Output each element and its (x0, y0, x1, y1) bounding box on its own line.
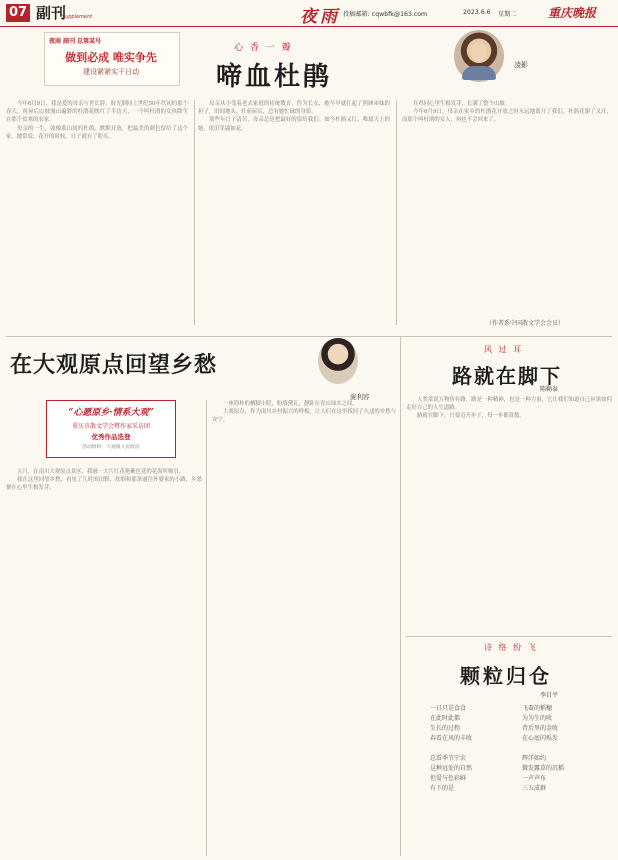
poem-line (522, 744, 602, 754)
essay1-body-left (6, 468, 202, 856)
essay2-title: 路就在脚下 (452, 364, 562, 388)
poem-kicker: 诗 络 纷 飞 (484, 643, 538, 652)
essay1-author-portrait (318, 338, 358, 384)
poem-line: 为为生的收 (522, 715, 553, 722)
poem-line: 这种远处的自然 (430, 765, 473, 772)
portrait-face (471, 42, 487, 62)
essay2-kicker: 风 过 耳 (484, 345, 524, 354)
column-divider (194, 100, 195, 325)
essay2-para-1: 人类常说万物皆有路，路是一种精神，也是一种力量，它让我们知道自己应该如何走好自己的人生道路。 (406, 397, 612, 412)
event-promo-sub1: 重庆市散文学会暨作家采访团 (71, 423, 150, 430)
essay1-right-para-1: 一座简朴的栖脚小院，粉墙黛瓦，静卧在青山绿水之间。 (223, 401, 358, 407)
promo-headline: 做到必成 唯实争先 (65, 51, 157, 64)
poem-column-left (430, 704, 510, 794)
poem-line: 但爱与色彩鲜 (430, 775, 467, 782)
column-divider (206, 400, 207, 856)
poem-line: 在此时此都 (430, 715, 461, 722)
masthead (0, 0, 618, 27)
poem-line (430, 744, 510, 754)
essay1-body-right (212, 400, 396, 856)
promo-subline: 建设紧紧实干日动 (83, 68, 139, 76)
promo-box (44, 32, 180, 86)
section-subtitle: Supplement (62, 14, 93, 20)
essay1-title: 在大观原点回望乡愁 (10, 352, 218, 378)
poem-line: 一日只是食食 (430, 705, 467, 712)
feature-mid-para-1: 母亲从小受着老式家庭的传统教育，作为长女，她早早就扛起了照顾弟妹的担子，田间地头、灶前屋后，总有她忙碌的身影。 (198, 101, 390, 116)
contact-email: 投稿邮箱: cqwbfk@163.com (343, 11, 428, 18)
feature-right-para-2: 今年6月9日，母亲在家乡的杜鹃花开放之时永远地离开了我们。杜鹃花谢了又开，而那个叫杜鹃的女人，再也不会回来了。 (402, 109, 612, 124)
column-logo: 夜雨 (300, 7, 340, 27)
feature-body-mid (198, 100, 390, 325)
column-divider (400, 336, 401, 856)
feature-body-left (6, 100, 188, 360)
poem-line: 生长的过程 (430, 725, 461, 732)
event-promo-note: 活动组织：大观镇人民政府 (82, 445, 140, 450)
essay1-author: 庞利容 (350, 393, 370, 401)
poem-line: 一声声布 (522, 775, 547, 782)
feature-credit: （作者系中国散文学会会员） (486, 320, 565, 327)
section-title: 副刊 (36, 4, 67, 22)
portrait-shoulders (462, 66, 496, 80)
poem-line: 总看季节宁农 (430, 755, 467, 762)
poem-line: 有下的是 (430, 785, 455, 792)
poem-line: 在心底闪烁发 (522, 735, 559, 742)
section-separator (6, 336, 612, 337)
section-separator (406, 636, 612, 637)
poem-line: 辉洋如约 (522, 755, 547, 762)
essay1-left-para-1: 五月，在南川大观原点景区，我被一大片红花艳紫色花的花海所吸引。 (17, 469, 185, 475)
issue-date: 2023.6.6 (463, 9, 491, 16)
poem-column-right (522, 704, 602, 794)
event-promo-sub2: 优秀作品选登 (91, 433, 131, 441)
essay1-right-para-2: 大观原点，作为南川乡村振兴的样板，让人们在这里找回了久违的乡愁与安宁。 (212, 409, 396, 424)
newspaper-name: 重庆晚报 (548, 6, 597, 20)
poem-author: 李目平 (540, 692, 559, 699)
poem-title: 颗粒归仓 (460, 664, 552, 688)
page-number-badge: 07 (6, 4, 30, 22)
author-portrait (454, 30, 504, 82)
feature-right-para-1: 在鸡同心里生根发芽，长满了整个山坡。 (413, 101, 511, 107)
feature-title: 啼血杜鹃 (216, 62, 333, 92)
poem-line: 背后里的金收 (522, 725, 559, 732)
event-promo-title: “心愿原乡·情系大观” (68, 408, 154, 418)
issue-weekday: 星期二 (498, 11, 517, 18)
poem-line: 三五成群 (522, 785, 547, 792)
poem-line: 春看在风的丰收 (430, 735, 473, 742)
feature-left-para-1: 今年6月9日，我是爱的母亲与世长辞。时光倒回上世纪50年代初的那个春天，祖屋后山坡漫山遍野的杜鹃花映红了半边天，一个叫杜鹃的女孩降生在那个贫寒的农家。 (6, 101, 188, 124)
feature-author: 凌影 (514, 61, 528, 69)
poem-line: 飞着的稻穗 (522, 705, 553, 712)
event-promo-box (46, 400, 176, 458)
feature-body-right (402, 100, 612, 300)
feature-mid-para-2: 那些年日子清苦，母亲总是把最好的留给我们。如今杜鹃又红，唯愿天上的她，依旧笑靥如花。 (198, 117, 390, 132)
feature-left-para-2: 母亲的一生，就像那山间的杜鹃，默默开放，把最美的颜色留给了这个家。她常说，花开的时候，日子就有了盼头。 (6, 125, 188, 140)
essay2-body (406, 396, 612, 630)
column-divider (396, 100, 397, 325)
poem-line: 微发露草的沉稻 (522, 765, 565, 772)
essay2-author: 陈勤泰 (540, 386, 559, 393)
promo-issue-line: 夜雨 副刊 总第某号 (49, 38, 102, 45)
essay1-left-para-2: 我在这里回望乡愁，看见了儿时的田野、炊烟和那条通往外婆家的小路，乡愁便在心里生根发芽。 (6, 477, 202, 492)
essay2-para-2: 路就在脚下，只要迈开步子，每一步都算数。 (417, 413, 525, 420)
feature-kicker: 心 香 一 瓣 (234, 43, 293, 53)
